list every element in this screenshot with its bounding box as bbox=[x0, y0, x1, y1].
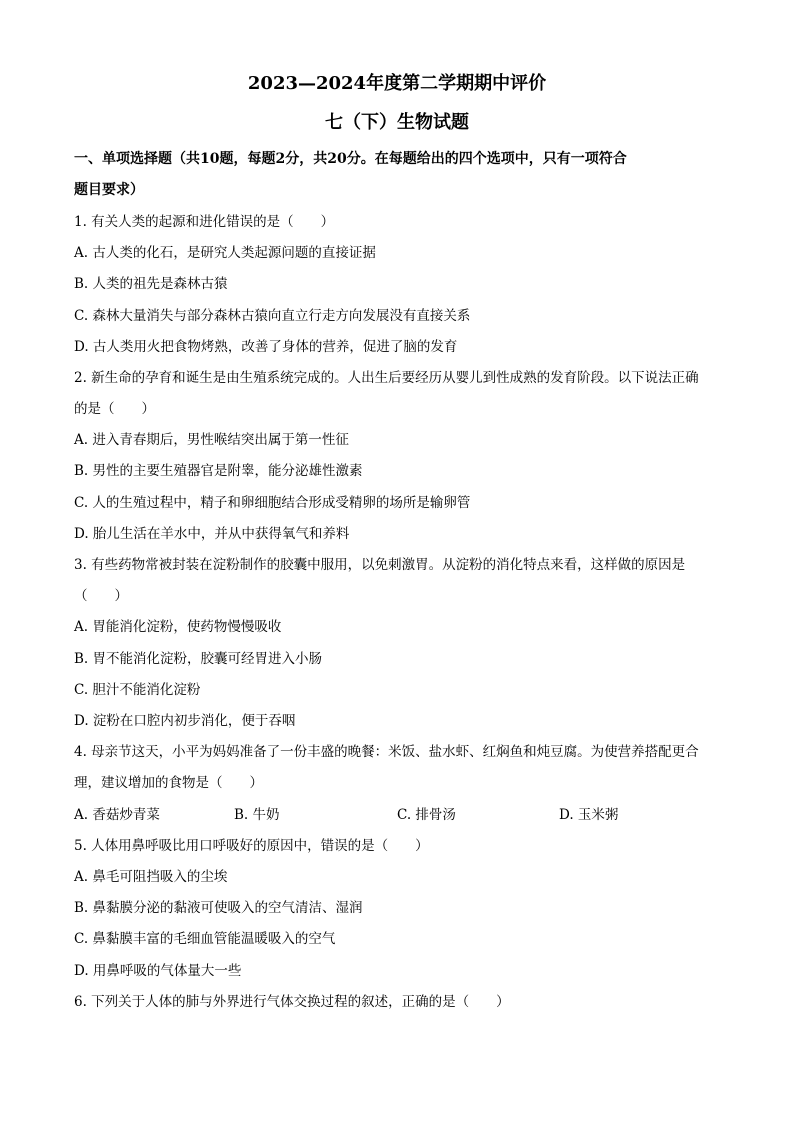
question-6-stem: 6. 下列关于人体的肺与外界进行气体交换过程的叙述，正确的是（ ） bbox=[74, 994, 510, 1010]
exam-title: 2023—2024年度第二学期期中评价 bbox=[247, 73, 547, 94]
exam-subtitle: 七（下）生物试题 bbox=[325, 112, 469, 133]
question-4-stem-line-1: 4. 母亲节这天，小平为妈妈准备了一份丰盛的晚餐：米饭、盐水虾、红焖鱼和炖豆腐。为使营养搭配更合 bbox=[74, 744, 699, 760]
question-5-option-c: C. 鼻黏膜丰富的毛细血管能温暖吸入的空气 bbox=[74, 931, 336, 947]
question-1-option-c: C. 森林大量消失与部分森林古猿向直立行走方向发展没有直接关系 bbox=[74, 308, 471, 324]
question-3-stem-line-2: （ ） bbox=[74, 588, 128, 604]
question-2-option-c: C. 人的生殖过程中，精子和卵细胞结合形成受精卵的场所是输卵管 bbox=[74, 495, 471, 511]
question-2-stem-line-1: 2. 新生命的孕育和诞生是由生殖系统完成的。人出生后要经历从婴儿到性成熟的发育阶段。以下说法正确 bbox=[74, 370, 699, 386]
question-3-option-d: D. 淀粉在口腔内初步消化，便于吞咽 bbox=[74, 713, 296, 729]
question-2-option-b: B. 男性的主要生殖器官是附睾，能分泌雄性激素 bbox=[74, 463, 363, 479]
question-2-option-d: D. 胎儿生活在羊水中，并从中获得氧气和养料 bbox=[74, 526, 350, 542]
question-1-stem: 1. 有关人类的起源和进化错误的是（ ） bbox=[74, 214, 335, 230]
question-1-option-a: A. 古人类的化石，是研究人类起源问题的直接证据 bbox=[74, 245, 376, 261]
question-3-stem-line-1: 3. 有些药物常被封装在淀粉制作的胶囊中服用，以免刺激胃。从淀粉的消化特点来看，这样做的原因是 bbox=[74, 557, 686, 573]
question-3-option-b: B. 胃不能消化淀粉，胶囊可经胃进入小肠 bbox=[74, 651, 323, 667]
question-4-option-a: A. 香菇炒青菜 bbox=[74, 807, 160, 823]
question-5-option-d: D. 用鼻呼吸的气体量大一些 bbox=[74, 963, 242, 979]
question-4-options bbox=[74, 805, 734, 825]
question-4-option-d: D. 玉米粥 bbox=[559, 807, 619, 823]
question-5-option-b: B. 鼻黏膜分泌的黏液可使吸入的空气清洁、湿润 bbox=[74, 900, 363, 916]
question-1-option-b: B. 人类的祖先是森林古猿 bbox=[74, 276, 228, 292]
question-5-option-a: A. 鼻毛可阻挡吸入的尘埃 bbox=[74, 869, 228, 885]
question-3-option-a: A. 胃能消化淀粉，使药物慢慢吸收 bbox=[74, 619, 282, 635]
section-heading-line-1: 一、单项选择题（共10题，每题2分，共20分。在每题给出的四个选项中，只有一项符合 bbox=[74, 151, 627, 167]
question-5-stem: 5. 人体用鼻呼吸比用口呼吸好的原因中，错误的是（ ） bbox=[74, 838, 429, 854]
question-4-stem-line-2: 理，建议增加的食物是（ ） bbox=[74, 775, 263, 791]
question-4-option-c: C. 排骨汤 bbox=[397, 807, 456, 823]
question-2-stem-line-2: 的是（ ） bbox=[74, 401, 155, 417]
section-heading-line-2: 题目要求） bbox=[74, 182, 144, 198]
question-2-option-a: A. 进入青春期后，男性喉结突出属于第一性征 bbox=[74, 432, 349, 448]
question-1-option-d: D. 古人类用火把食物烤熟，改善了身体的营养，促进了脑的发育 bbox=[74, 339, 458, 355]
question-3-option-c: C. 胆汁不能消化淀粉 bbox=[74, 682, 201, 698]
question-4-option-b: B. 牛奶 bbox=[234, 807, 280, 823]
